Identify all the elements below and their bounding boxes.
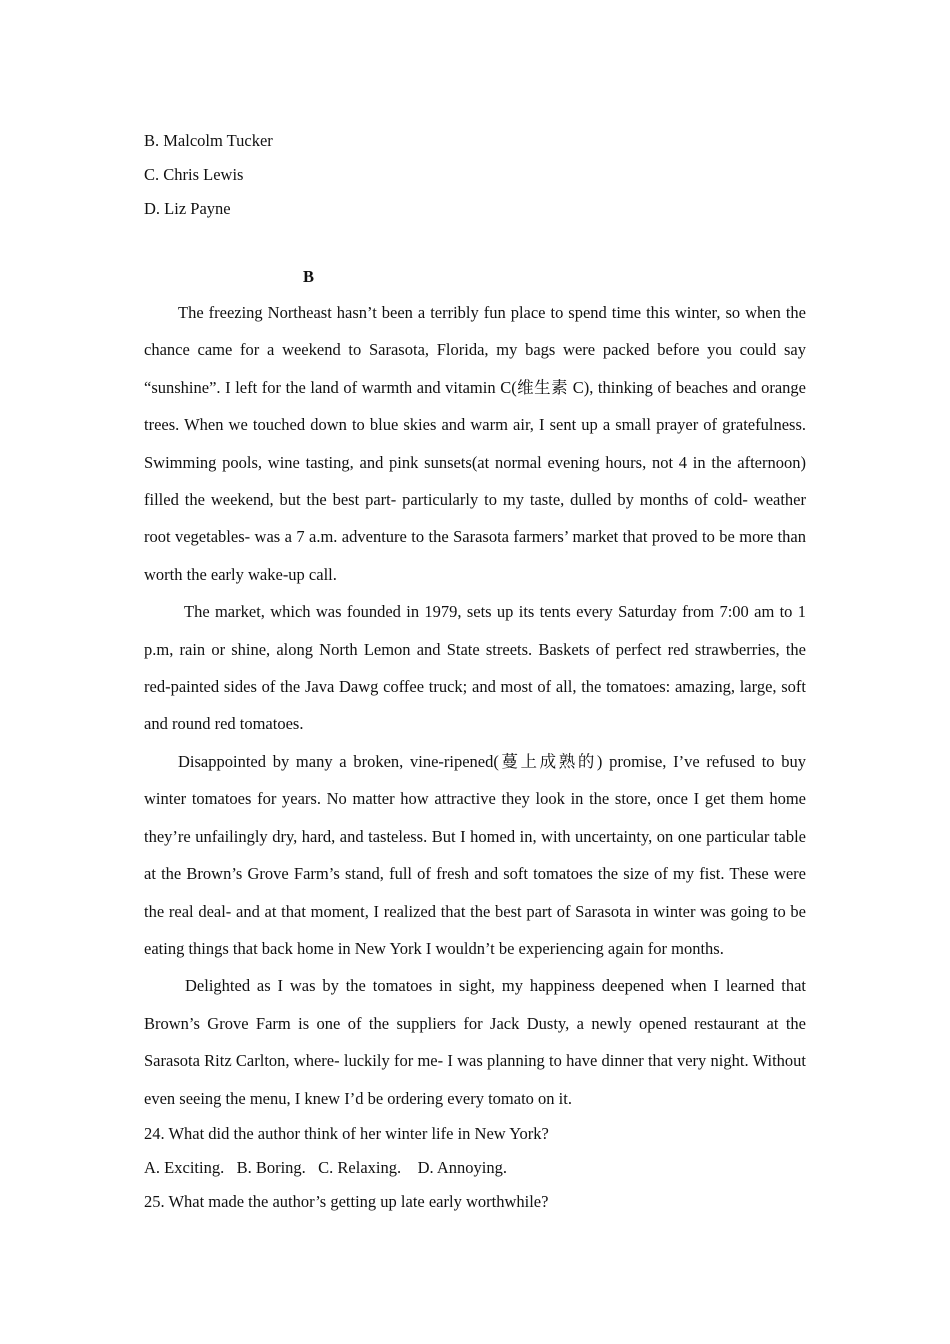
paragraph-1: The freezing Northeast hasn’t been a terribly fun place to spend time this winter, so when the chance came for a weekend to Sarasota, Florida, my bags were packed before you could say “sunshine”. I left for the land of warmth and vitamin C(维生素 C), thinking of beaches and orange trees. When we touched down to blue skies and warm air, I sent up a small prayer of gratefulness. Swimming pools, wine tasting, and pink sunsets(at normal evening hours, not 4 in the afternoon) filled the weekend, but the best part- particularly to my taste, dulled by months of cold- weather root vegetables- was a 7 a.m. adventure to the Sarasota farmers’ market that proved to be more than worth the early wake-up call.	[144, 303, 806, 584]
option-c: C. Chris Lewis	[144, 165, 244, 184]
question-24: 24. What did the author think of her winter life in New York?	[144, 1123, 549, 1143]
section-heading: B	[303, 267, 315, 286]
paragraph-4: Delighted as I was by the tomatoes in sight, my happiness deepened when I learned that Brown’s Grove Farm is one of the suppliers for Jack Dusty, a newly opened restaurant at the Sarasota Ritz Carlton, where- luckily for me- I was planning to have dinner that very night. Without even seeing the menu, I knew I’d be ordering every tomato on it.	[144, 976, 806, 1108]
option-d: D. Liz Payne	[144, 199, 231, 218]
paragraph-2: The market, which was founded in 1979, sets up its tents every Saturday from 7:00 am to 1 p.m, rain or shine, along North Lemon and State streets. Baskets of perfect red strawberries, the red-painted sides of the Java Dawg coffee truck; and most of all, the tomatoes: amazing, large, soft and round red tomatoes.	[144, 602, 806, 734]
spacer	[144, 226, 806, 260]
paragraph-3: Disappointed by many a broken, vine-ripened(蔓上成熟的) promise, I’ve refused to buy winter tomatoes for years. No matter how attractive they look in the store, once I get them home they’re unfailingly dry, hard, and tasteless. But I homed in, with uncertainty, on one particular table at the Brown’s Grove Farm’s stand, full of fresh and soft tomatoes the size of my fist. These were the real deal- and at that moment, I realized that the best part of Sarasota in winter was going to be eating things that back home in New York I wouldn’t be experiencing again for months.	[144, 751, 806, 958]
document-page	[144, 124, 806, 1219]
question-25: 25. What made the author’s getting up late early worthwhile?	[144, 1191, 549, 1211]
question-24-options: A. Exciting. B. Boring. C. Relaxing. D. Annoying.	[144, 1157, 507, 1177]
option-b: B. Malcolm Tucker	[144, 131, 273, 150]
